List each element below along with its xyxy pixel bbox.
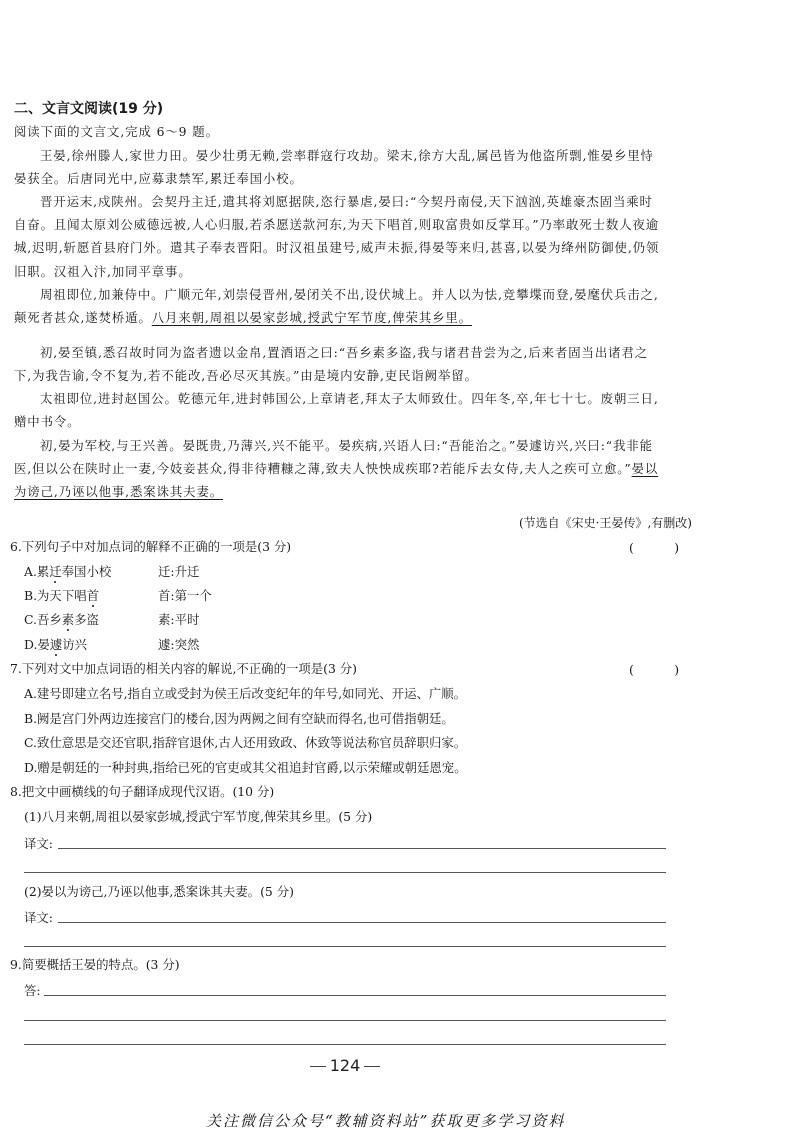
passage-paragraph-3-text: 周祖即位,加兼侍中。广顺元年,刘崇侵晋州,晏闭关不出,设伏城上。并人以为怯,竞攀堞而登,晏麾伏兵击之,颠死者甚众,遂焚桥遁。 xyxy=(14,287,659,326)
q7-option-c: C.致仕意思是交还官职,指辞官退休,古人还用致政、休致等说法称官员辞职归家。 xyxy=(24,735,467,750)
question-6-stem: 6.下列句子中对加点词的解释不正确的一项是(3 分) xyxy=(10,539,292,554)
reading-intro: 阅读下面的文言文,完成 6～9 题。 xyxy=(14,124,219,139)
q6-option-b: B.为天下唱首 xyxy=(24,588,99,603)
q7-option-b: B.阙是宫门外两边连接宫门的楼台,因为两阙之间有空缺而得名,也可借指朝廷。 xyxy=(24,711,454,726)
answer-line[interactable] xyxy=(44,995,666,996)
passage-paragraph-6 xyxy=(14,434,666,504)
footer-promo: 关注微信公众号“教辅资料站”获取更多学习资料 xyxy=(206,1112,566,1130)
q6-option-a: A.累迁奉国小校 xyxy=(24,564,112,579)
q6-option-c: C.吾乡素多盗 xyxy=(24,612,99,627)
answer-line[interactable] xyxy=(24,1044,666,1045)
underlined-sentence-1: 八月来朝,周祖以晏家彭城,授武宁军节度,俾荣其乡里。 xyxy=(151,310,472,326)
passage-paragraph-3 xyxy=(14,283,666,329)
q6-option-d: D.晏遽访兴 xyxy=(24,637,87,652)
answer-line[interactable] xyxy=(24,872,666,873)
q6-option-b-explanation: 首:第一个 xyxy=(158,588,212,603)
dotted-word: 素 xyxy=(61,612,75,627)
passage-paragraph-1: 王晏,徐州滕人,家世力田。晏少壮勇无赖,尝率群寇行攻劫。梁末,徐方大乱,属邑皆为他盗所剽,惟晏乡里恃晏获全。后唐同光中,应募隶禁军,累迁奉国小校。 xyxy=(14,148,654,187)
q6-option-d-explanation: 遽:突然 xyxy=(158,637,200,652)
passage-paragraph-2: 晋开运末,戍陕州。会契丹主迁,遣其将刘愿据陕,恣行暴虐,晏曰:“今契丹南侵,天下汹汹,英雄豪杰固当乘时自奋。且闻太原刘公威德远被,人心归服,若杀愿送款河东,为天下唱首,则取富贵如反掌耳。”乃率敢死士数人夜逾城,迟明,斩愿首县府门外。遣其子奉表晋阳。时汉祖虽建号,威声未振,得晏等来归,甚喜,以晏为绛州防御使,仍领旧职。汉祖入汴,加同平章事。 xyxy=(14,194,660,279)
question-8-stem: 8.把文中画横线的句子翻译成现代汉语。(10 分) xyxy=(10,784,275,799)
q8-sentence-1: (1)八月来朝,周祖以晏家彭城,授武宁军节度,俾荣其乡里。(5 分) xyxy=(24,809,373,824)
dotted-word: 迁 xyxy=(49,564,62,579)
q7-option-a: A.建号即建立名号,指自立或受封为侯王后改变纪年的年号,如同光、开运、广顺。 xyxy=(24,686,467,701)
dotted-word: 遽 xyxy=(49,637,63,652)
underlined-sentence-2: 晏以为谤己,乃诬以他事,悉案诛其夫妻。 xyxy=(14,461,659,500)
q8-translation-label-1: 译文: xyxy=(24,836,53,851)
question-6-answer-paren: ( ) xyxy=(629,540,694,555)
passage-paragraph-6-text: 初,晏为军校,与王兴善。晏既贵,乃薄兴,兴不能平。晏疾病,兴语人曰:“吾能治之。”晏遽访兴,兴曰:“我非能医,但以公在陕时止一妻,今妓妾甚众,得非待糟糠之薄,致夫人怏怏成疾耶?若能斥去女侍,夫人之疾可立愈。” xyxy=(14,438,653,477)
section-title: 二、文言文阅读(19 分) xyxy=(14,101,164,117)
q6-option-c-explanation: 素:平时 xyxy=(158,612,200,627)
q9-answer-label: 答: xyxy=(24,983,41,998)
passage-source: (节选自《宋史·王晏传》,有删改) xyxy=(519,516,692,530)
answer-line[interactable] xyxy=(24,1020,666,1021)
question-7-answer-paren: ( ) xyxy=(629,662,694,677)
q6-option-a-explanation: 迁:升迁 xyxy=(158,564,200,579)
dotted-word: 首 xyxy=(86,588,99,603)
answer-line[interactable] xyxy=(24,946,666,947)
passage-paragraph-4: 初,晏至镇,悉召故时同为盗者遗以金帛,置酒语之曰:“吾乡素多盗,我与诸君昔尝为之,后来者固当出诸君之下,为我告谕,令不复为,若不能改,吾必尽灭其族。”由是境内安静,吏民诣阙举留。 xyxy=(14,345,648,384)
passage-paragraph-5: 太祖即位,进封赵国公。乾德元年,进封韩国公,上章请老,拜太子太师致仕。四年冬,卒,年七十七。废朝三日,赠中书令。 xyxy=(14,391,659,430)
q7-option-d: D.赠是朝廷的一种封典,指给已死的官吏或其父祖追封官爵,以示荣耀或朝廷恩宠。 xyxy=(24,760,467,775)
q8-sentence-2: (2)晏以为谤己,乃诬以他事,悉案诛其夫妻。(5 分) xyxy=(24,884,294,899)
question-9-stem: 9.简要概括王晏的特点。(3 分) xyxy=(10,957,180,972)
answer-line[interactable] xyxy=(58,922,666,923)
q8-translation-label-2: 译文: xyxy=(24,910,53,925)
page-number: 124 xyxy=(300,1056,390,1075)
question-7-stem: 7.下列对文中加点词语的相关内容的解说,不正确的一项是(3 分) xyxy=(10,661,358,676)
answer-line[interactable] xyxy=(58,848,666,849)
